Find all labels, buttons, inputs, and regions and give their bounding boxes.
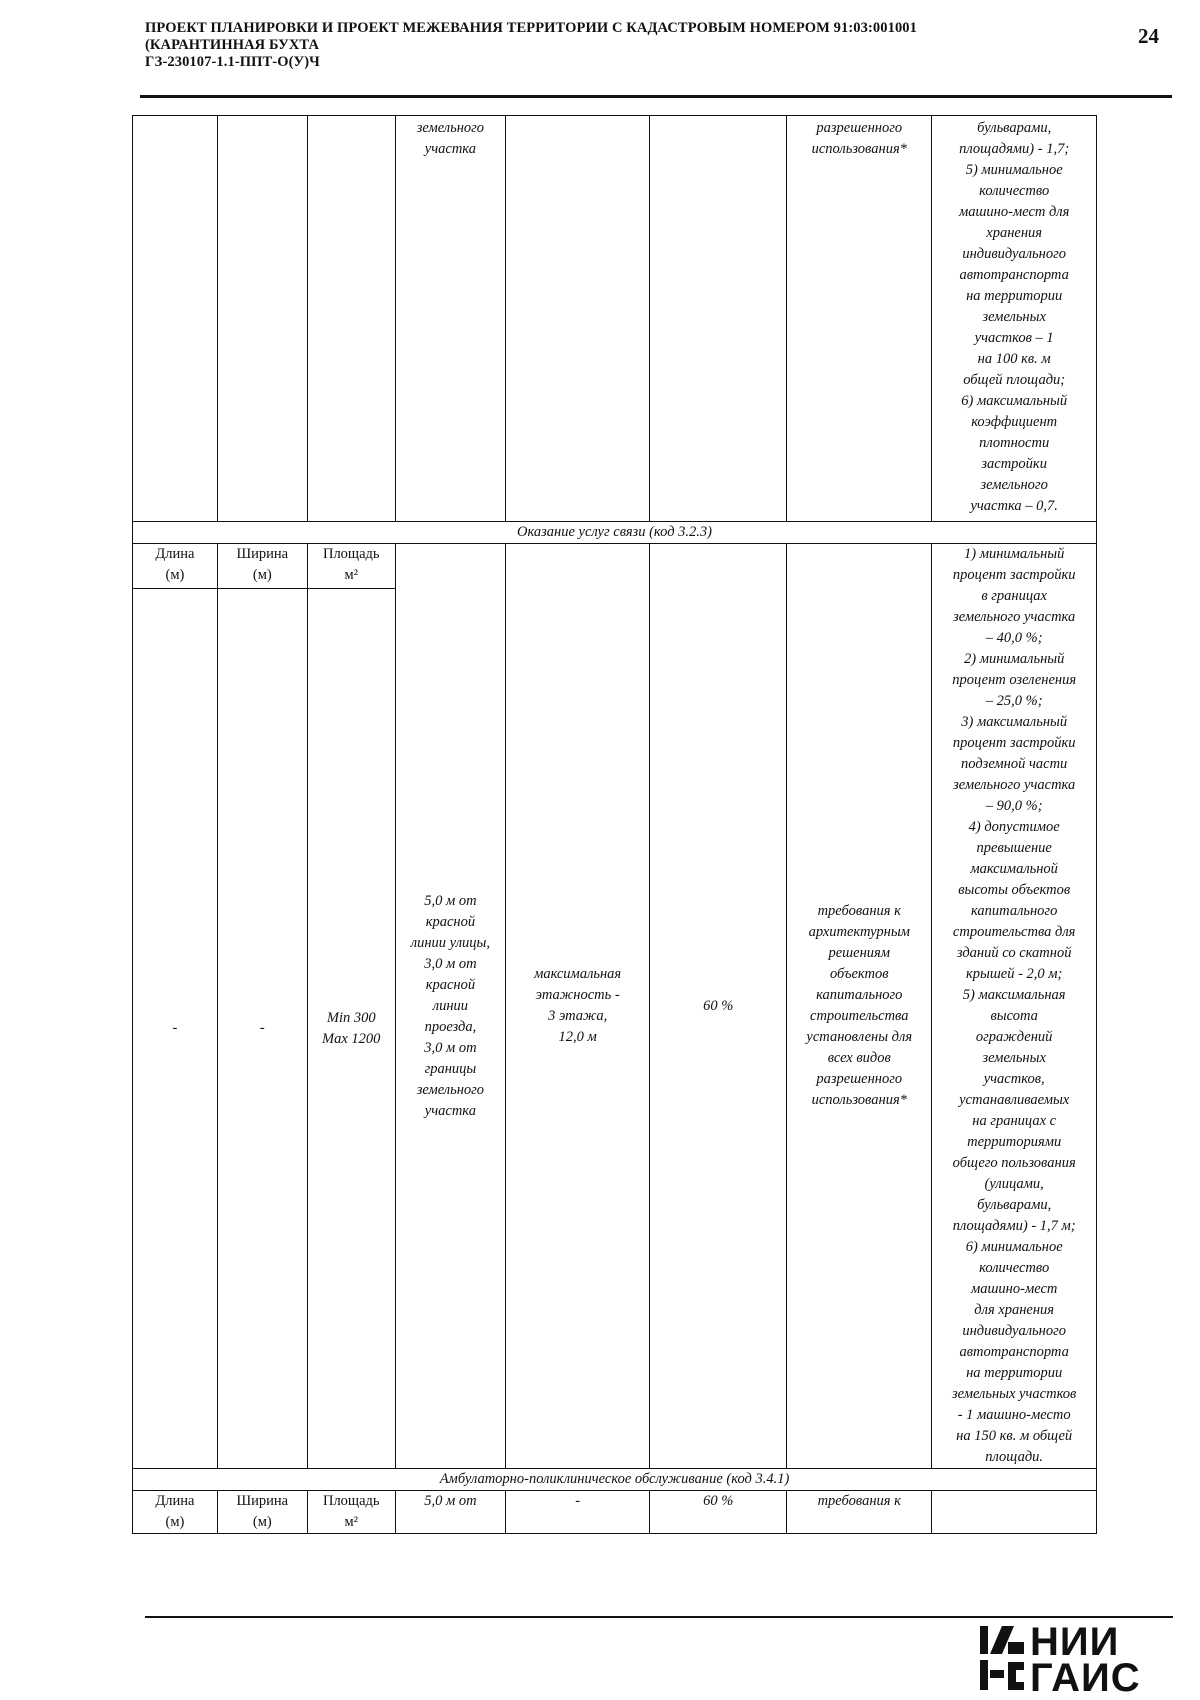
table-cell <box>133 116 218 522</box>
logo-text-bottom: ГАИС <box>1030 1656 1141 1700</box>
section-title: Оказание услуг связи (код 3.2.3) <box>133 522 1097 544</box>
section-title: Амбулаторно-поликлиническое обслуживание (код 3.4.1) <box>133 1469 1097 1491</box>
table-cell-coverage: 60 % <box>650 1491 787 1534</box>
table-cell-coverage <box>650 544 787 1469</box>
header-code: ГЗ-230107-1.1-ППТ-О(У)Ч <box>145 54 320 70</box>
section-title-row <box>133 522 1097 544</box>
cell-text: максимальная этажность - 3 этажа, 12,0 м <box>534 966 622 1045</box>
table-cell-setback: 5,0 м от <box>395 1491 505 1534</box>
table-cell-other <box>932 544 1097 1469</box>
table-row <box>133 1491 1097 1534</box>
cell-text: Min 300 Max 1200 <box>322 1009 381 1047</box>
table-cell-height <box>506 544 650 1469</box>
cell-text: земельного участка <box>416 120 485 157</box>
table-row <box>133 116 1097 522</box>
table-cell-height: - <box>506 1491 650 1534</box>
regulations-table <box>132 115 1097 1534</box>
header-divider <box>140 95 1172 98</box>
table-cell-length: - <box>133 589 218 1469</box>
page-number: 24 <box>1138 24 1159 48</box>
section-title-row <box>133 1469 1097 1491</box>
table-cell-requirements <box>787 544 932 1469</box>
table-cell-area <box>307 589 395 1469</box>
cell-text: 1) минимальный процент застройки в границах земельного участка – 40,0 %; 2) минимальный процент озеленения – 25,0 %; 3) максимальный процент застройки подземной части земельного участка – 90,0 %; 4) допустимое превышение максимальной высоты объектов капитального строительства для зданий со скатной крышей - 2,0 м; 5) максимальная высота ограждений земельных участков, устанавливаемых на границах с территориями общего пользования (улицами, бульварами, площадями) - 1,7 м; 6) минимальное количество машино-мест для хранения индивидуального автотранспорта на территории земельных участков - 1 машино-место на 150 кв. м общей площади. <box>952 546 1077 1465</box>
table-cell <box>787 116 932 522</box>
table-cell-other <box>932 1491 1097 1534</box>
table-cell-setback <box>395 544 505 1469</box>
cell-text: требования к архитектурным решениям объектов капитального строительства установлены для всех видов разрешенного использования* <box>806 903 913 1108</box>
column-header-area: Площадь м² <box>307 544 395 589</box>
table-cell <box>217 116 307 522</box>
table-cell <box>307 116 395 522</box>
cell-text: разрешенного использования* <box>811 120 907 157</box>
footer-divider <box>145 1616 1173 1618</box>
column-header-width: Ширина (м) <box>217 544 307 589</box>
header-subtitle: (КАРАНТИННАЯ БУХТА <box>145 37 320 53</box>
table-row <box>133 544 1097 589</box>
logo-text-top: НИИ <box>1030 1620 1120 1664</box>
cell-text: 5,0 м от красной линии улицы, 3,0 м от красной линии проезда, 3,0 м от границы земельного участка <box>410 892 490 1119</box>
column-header-length: Длина (м) <box>133 1491 218 1534</box>
table-cell-width: - <box>217 589 307 1469</box>
column-header-length: Длина (м) <box>133 544 218 589</box>
column-header-area: Площадь м² <box>307 1491 395 1534</box>
column-header-width: Ширина (м) <box>217 1491 307 1534</box>
header-title: ПРОЕКТ ПЛАНИРОВКИ И ПРОЕКТ МЕЖЕВАНИЯ ТЕРРИТОРИИ С КАДАСТРОВЫМ НОМЕРОМ 91:03:001001 <box>145 20 918 36</box>
cell-text: 60 % <box>703 997 734 1014</box>
logo-mark-icon <box>978 1620 1026 1696</box>
table-cell <box>395 116 505 522</box>
table-cell <box>932 116 1097 522</box>
document-header <box>145 20 1105 71</box>
cell-text: бульварами, площадями) - 1,7; 5) минимальное количество машино-мест для хранения индивидуального автотранспорта на территории земельных участков – 1 на 100 кв. м общей площади; 6) максимальный коэффициент плотности застройки земельного участка – 0,7. <box>958 120 1070 514</box>
company-logo <box>978 1620 1178 1700</box>
table-cell-requirements: требования к <box>787 1491 932 1534</box>
table-cell <box>650 116 787 522</box>
table-cell <box>506 116 650 522</box>
